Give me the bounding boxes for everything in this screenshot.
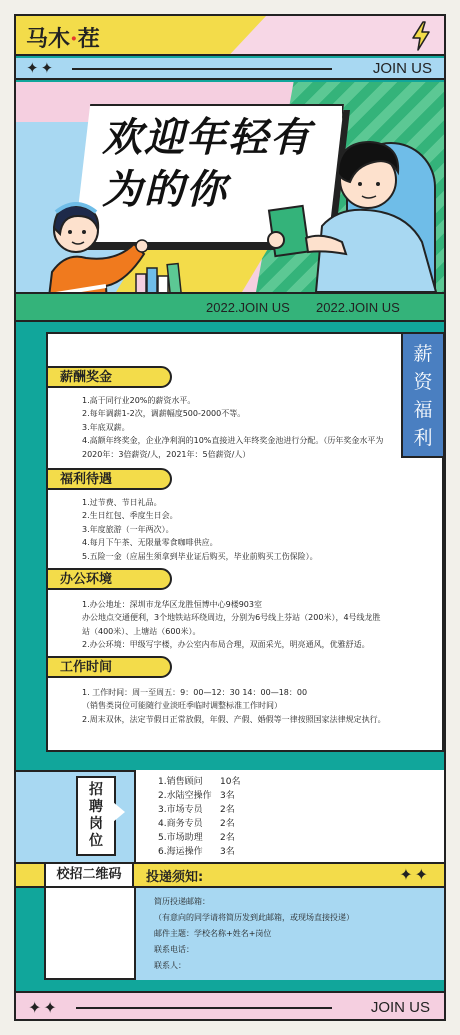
hero-date-bar — [16, 292, 444, 322]
notice-line: （有意向的同学请将简历发到此邮箱，或现场直接投递） — [154, 913, 354, 922]
headline-line-2: 为的你 — [102, 167, 228, 213]
body-line: 站（400米）、上塘站（600米）。 — [82, 626, 201, 636]
section-title-hours: 工作时间 — [46, 656, 172, 678]
job-row — [158, 790, 235, 802]
body-line: 2.每年调薪1-2次，调薪幅度500-2000不等。 — [82, 409, 246, 419]
section-body-salary — [82, 394, 412, 461]
job-name: 2.水陆空操作 — [158, 791, 212, 801]
body-line: 办公地点交通便利，3个地铁站环绕周边，分别为6号线上芬站（200米），4号线龙胜 — [82, 613, 381, 623]
body-line: 1.高于同行业20%的薪资水平。 — [82, 396, 196, 405]
job-count: 2名 — [220, 819, 235, 829]
top-header — [16, 16, 444, 56]
sparkle-icon: ✦✦ — [28, 998, 59, 1017]
notice-box — [136, 888, 444, 980]
section-title-welfare: 福利待遇 — [46, 468, 172, 490]
sparkle-icon: ✦✦ — [399, 865, 430, 884]
jobs-list — [134, 770, 444, 870]
poster-frame — [14, 14, 446, 1021]
section-body-hours — [82, 686, 412, 726]
job-row — [158, 776, 240, 788]
job-row — [158, 832, 235, 844]
join-us-label: JOIN US — [370, 999, 430, 1016]
job-count: 3名 — [220, 847, 235, 857]
body-line: 3.年底双薪。 — [82, 422, 130, 432]
section-title-office: 办公环境 — [46, 568, 172, 590]
body-line: 3.年度旅游（一年两次）。 — [82, 524, 174, 534]
jobs-label-char: 位 — [89, 833, 103, 849]
notice-line: 联系电话： — [154, 945, 194, 954]
body-line: （销售类岗位可能随行业淡旺季临时调整标准工作时间） — [82, 701, 282, 711]
jobs-label-char: 招 — [89, 782, 103, 798]
body-line: 4.高额年终奖金，企业净利润的10%直接进入年终奖金池进行分配。（历年奖金水平为 — [82, 436, 384, 446]
qr-code-box — [44, 888, 136, 980]
side-char: 资 — [413, 371, 433, 393]
notice-title: 投递须知: — [146, 870, 204, 885]
notice-line: 邮件主题：学校名称+姓名+岗位 — [154, 929, 272, 938]
recruit-bar — [16, 862, 444, 888]
logo-dot: · — [70, 26, 78, 52]
join-band-bottom — [16, 991, 444, 1021]
side-char: 薪 — [413, 343, 433, 365]
job-row — [158, 818, 235, 830]
logo-text-end: 茬 — [77, 26, 100, 52]
body-line: 2.办公环境：甲级写字楼，办公室内布局合理，双面采光，明亮通风，优雅舒适。 — [82, 640, 370, 650]
side-char: 利 — [413, 427, 433, 449]
body-line: 2020年：3倍薪资/人，2021年：5倍薪资/人） — [82, 449, 251, 459]
section-body-welfare — [82, 496, 412, 563]
job-count: 2名 — [220, 833, 235, 843]
hero-banner — [16, 82, 444, 322]
body-line: 4.每月下午茶、无限量零食咖啡供应。 — [82, 538, 218, 548]
section-body-office — [82, 598, 412, 652]
job-row — [158, 804, 235, 816]
body-line: 5.五险一金（应届生须拿到毕业证后购买，毕业前购买工伤保险）。 — [82, 551, 318, 561]
divider-line — [72, 68, 332, 70]
job-count: 10名 — [220, 777, 241, 787]
job-name: 4.商务专员 — [158, 819, 203, 829]
qr-label: 校招二维码 — [44, 864, 134, 886]
section-title-salary: 薪酬奖金 — [46, 366, 172, 388]
job-row — [158, 846, 235, 858]
man-illustration — [246, 122, 444, 292]
sparkle-icon: ✦✦ — [26, 59, 56, 77]
body-line: 1.过节费、节日礼品。 — [82, 498, 162, 507]
job-name: 1.销售顾问 — [158, 777, 203, 787]
notice-line: 联系人： — [154, 961, 186, 970]
job-count: 3名 — [220, 791, 235, 801]
date-tag-left: 2022.JOIN US — [206, 300, 290, 315]
join-us-label: JOIN US — [372, 60, 432, 77]
job-count: 2名 — [220, 805, 235, 815]
body-line: 1. 工作时间：周一至周五：9：00—12：30 14：00—18：00 — [82, 688, 308, 697]
notice-line: 简历投递邮箱： — [154, 897, 210, 906]
jobs-arrow — [113, 802, 125, 822]
job-name: 5.市场助理 — [158, 833, 203, 843]
body-line: 2.周末双休，法定节假日正常放假，年假、产假、婚假等一律按照国家法律规定执行。 — [82, 714, 386, 724]
date-tag-right: 2022.JOIN US — [316, 300, 400, 315]
lightning-icon — [410, 21, 432, 51]
body-line: 2.生日红包、季度生日会。 — [82, 511, 178, 521]
job-name: 6.海运操作 — [158, 847, 203, 857]
logo-text: 马木 — [26, 26, 71, 52]
side-char: 福 — [413, 399, 433, 421]
headline-line-1: 欢迎年轻有 — [102, 115, 312, 161]
jobs-label — [76, 776, 116, 856]
brand-logo — [26, 22, 100, 53]
divider-line — [76, 1007, 332, 1009]
join-band-top — [16, 58, 444, 80]
jobs-label-char: 岗 — [89, 816, 103, 832]
body-line: 1.办公地址：深圳市龙华区龙胜恒博中心9楼903室 — [82, 600, 262, 609]
job-name: 3.市场专员 — [158, 805, 203, 815]
jobs-label-char: 聘 — [89, 799, 103, 815]
